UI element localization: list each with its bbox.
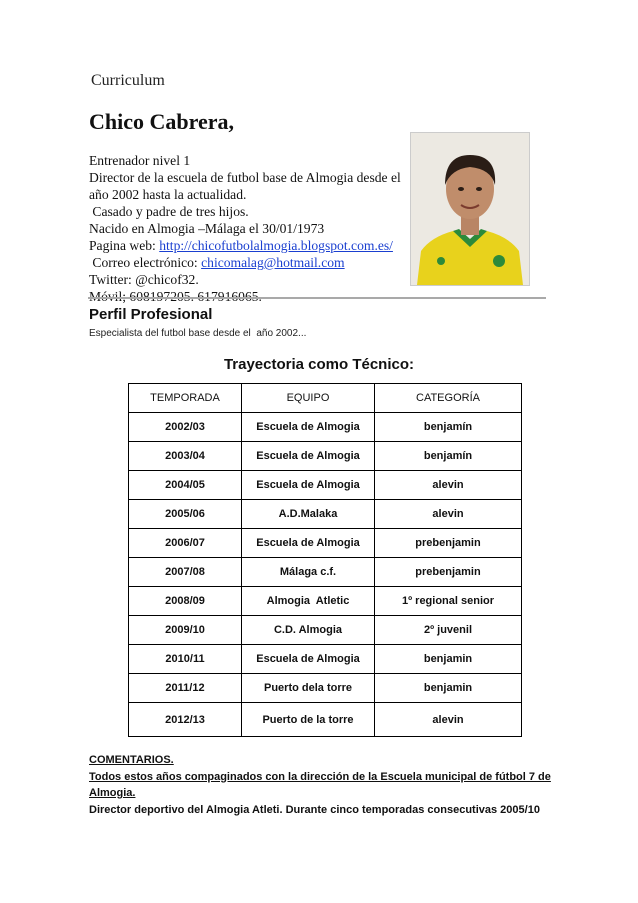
table-row [129, 616, 522, 645]
bio-block [89, 152, 399, 305]
table-row [129, 587, 522, 616]
table-row [129, 674, 522, 703]
bio-line-director: Director de la escuela de futbol base de Almogia desde el [89, 170, 401, 185]
comentarios-title: COMENTARIOS. [89, 754, 174, 766]
cell-equipo: C.D. Almogia [242, 616, 375, 645]
cell-categoria: benjamin [375, 674, 522, 703]
cell-equipo: Escuela de Almogia [242, 529, 375, 558]
trayectoria-table [128, 383, 522, 737]
table-row [129, 703, 522, 737]
bio-line-twitter: Twitter: @chicof32. [89, 272, 199, 287]
comentarios-line: Almogia. [89, 787, 136, 799]
header-temporada: TEMPORADA [129, 384, 242, 413]
bio-line-coach-level: Entrenador nivel 1 [89, 153, 191, 168]
bio-line-birth: Nacido en Almogia –Málaga el 30/01/1973 [89, 221, 325, 236]
cell-temporada: 2007/08 [129, 558, 242, 587]
cell-categoria: benjamín [375, 442, 522, 471]
cell-temporada: 2011/12 [129, 674, 242, 703]
cell-equipo: Málaga c.f. [242, 558, 375, 587]
table-row [129, 471, 522, 500]
table-row [129, 500, 522, 529]
table-row [129, 645, 522, 674]
table-row [129, 529, 522, 558]
cell-temporada: 2006/07 [129, 529, 242, 558]
comentarios-line: Todos estos años compaginados con la dirección de la Escuela municipal de fútbol 7 de [89, 770, 551, 783]
email-link[interactable]: chicomalag@hotmail.com [201, 255, 345, 270]
bio-line-family: Casado y padre de tres hijos. [89, 204, 249, 219]
cell-temporada: 2004/05 [129, 471, 242, 500]
cell-equipo: Puerto dela torre [242, 674, 375, 703]
cell-equipo: Escuela de Almogia [242, 413, 375, 442]
document-label: Curriculum [91, 72, 165, 89]
cell-equipo: Escuela de Almogia [242, 442, 375, 471]
email-prefix: Correo electrónico: [89, 255, 202, 270]
cell-equipo: Escuela de Almogia [242, 645, 375, 674]
bio-line-web [89, 237, 399, 254]
cell-equipo: A.D.Malaka [242, 500, 375, 529]
header-categoria: CATEGORÍA [375, 384, 522, 413]
perfil-subtitle: Especialista del futbol base desde el año 2002... [89, 328, 307, 339]
comentarios-line: Director deportivo del Almogia Atleti. Durante cinco temporadas consecutivas 2005/10 [89, 803, 540, 816]
cell-categoria: alevin [375, 500, 522, 529]
cell-categoria: benjamín [375, 413, 522, 442]
cell-temporada: 2008/09 [129, 587, 242, 616]
cell-categoria: alevin [375, 703, 522, 737]
cell-categoria: prebenjamin [375, 558, 522, 587]
perfil-title: Perfil Profesional [89, 306, 213, 323]
profile-photo [410, 132, 530, 286]
bio-line-email [89, 254, 399, 271]
comentarios-block [89, 752, 559, 818]
web-prefix: Pagina web: [89, 238, 160, 253]
cell-temporada: 2010/11 [129, 645, 242, 674]
cell-categoria: 2º juvenil [375, 616, 522, 645]
bio-line-since: año 2002 hasta la actualidad. [89, 187, 247, 202]
cell-categoria: benjamin [375, 645, 522, 674]
cell-equipo: Escuela de Almogia [242, 471, 375, 500]
header-equipo: EQUIPO [242, 384, 375, 413]
section-divider [88, 297, 546, 299]
portrait-illustration [411, 133, 529, 285]
person-name: Chico Cabrera, [89, 109, 235, 134]
cell-categoria: 1º regional senior [375, 587, 522, 616]
cell-temporada: 2003/04 [129, 442, 242, 471]
cell-temporada: 2009/10 [129, 616, 242, 645]
cell-equipo: Almogia Atletic [242, 587, 375, 616]
cell-temporada: 2005/06 [129, 500, 242, 529]
cell-categoria: alevin [375, 471, 522, 500]
table-row [129, 413, 522, 442]
cell-categoria: prebenjamin [375, 529, 522, 558]
table-row [129, 442, 522, 471]
trayectoria-title: Trayectoria como Técnico: [223, 356, 415, 373]
cell-equipo: Puerto de la torre [242, 703, 375, 737]
cell-temporada: 2012/13 [129, 703, 242, 737]
table-row [129, 558, 522, 587]
web-link[interactable]: http://chicofutbolalmogia.blogspot.com.es/ [159, 238, 393, 253]
table-header-row [129, 384, 522, 413]
cell-temporada: 2002/03 [129, 413, 242, 442]
